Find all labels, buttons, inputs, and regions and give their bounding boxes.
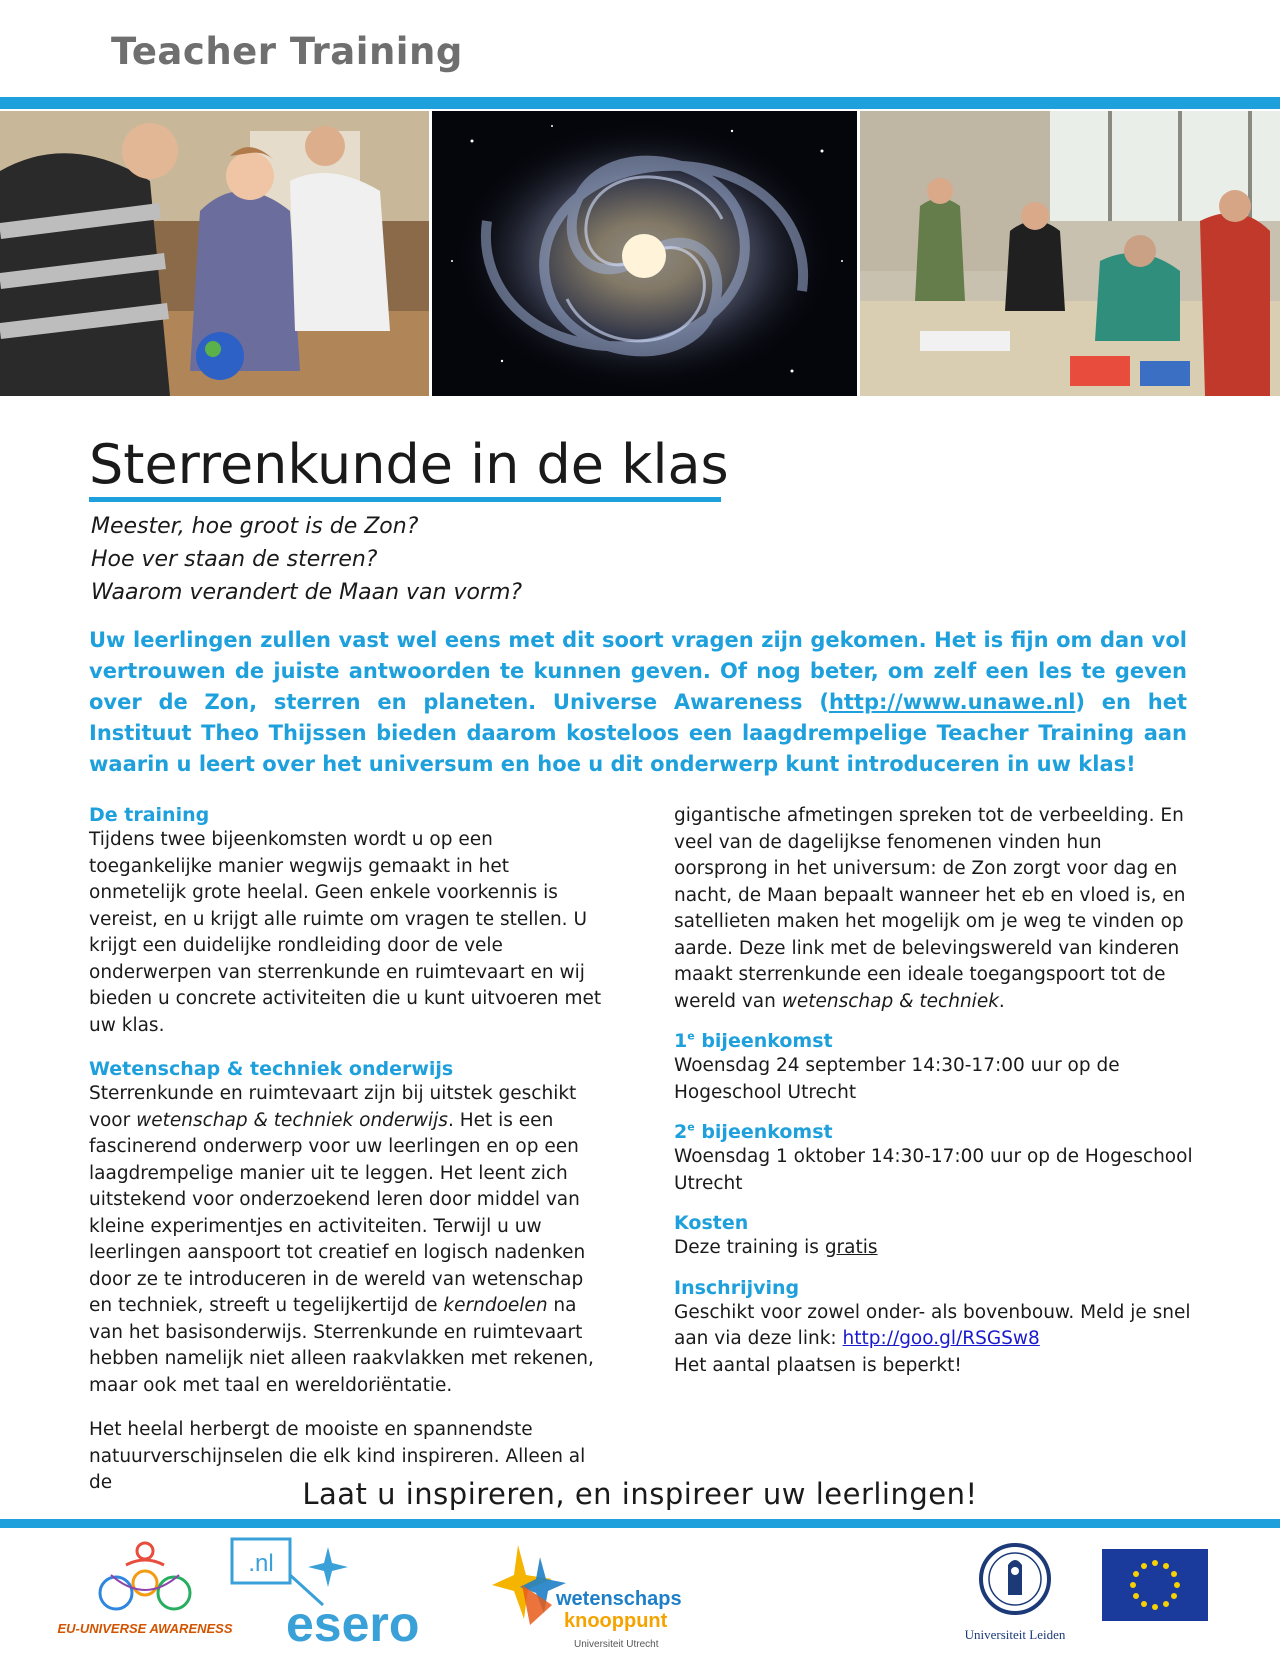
unawe-link[interactable]: http://www.unawe.nl [828,690,1076,714]
meeting-1-details: Woensdag 24 september 14:30-17:00 uur op de Hogeschool Utrecht [674,1055,1120,1103]
spiral-galaxy-photo [432,111,857,396]
free-label: gratis [824,1237,878,1258]
universe-text: Het heelal herbergt de mooiste en spannendste natuurverschijnselen die elk kind inspireren. Alleen al de [89,1419,586,1493]
question-line: Hoe ver staan de sterren? [91,547,378,572]
signup-heading: Inschrijving [674,1276,800,1299]
intro-text-continued: ) en het Instituut Theo Thijssen bieden daarom kosteloos een laagdrempelige Teacher Training aan waarin u leert over het universum en hoe u dit onderwerp kunt introduceren in uw klas! [89,690,1188,776]
signup-link[interactable]: http://goo.gl/RSGSw8 [842,1328,1040,1349]
signup-limited-text: Het aantal plaatsen is beperkt! [674,1354,962,1376]
unawe-logo-text: EU-UNIVERSE AWARENESS [57,1621,233,1636]
esero-text: esero [286,1596,420,1652]
science-technology-text: Sterrenkunde en ruimtevaart zijn bij uitstek geschikt voor wetenschap & techniek onderwijs. Het is een fascinerend onderwerp voor uw leerlingen en op een laagdrempelige manier uit te leggen. Het leent zich uitstekend voor onderzoekend leren door middel van kleine experimentjes en activiteiten. Terwijl u uw leerlingen aanspoort tot creatief en logisch nadenken door ze te introduceren in de wereld van wetenschap en techniek, streeft u tegelijkertijd de kerndoelen na van het basisonderwijs. Sterrenkunde en ruimtevaart hebben namelijk niet alleen raakvlakken met rekenen, maar ook met taal en wereldoriëntatie. [89,1083,594,1396]
science-technology-heading: Wetenschap & techniek onderwijs [89,1058,454,1080]
wk-line-1: wetenschaps [556,1588,682,1610]
page-title: Sterrenkunde in de klas [89,433,729,496]
costs-heading: Kosten [674,1212,749,1234]
classroom-workshop-photo [860,111,1280,396]
eu-flag-logo [1102,1549,1208,1621]
title-underline [89,497,721,502]
wetenschapsknooppunt-logo [490,1535,682,1653]
question-list [91,510,522,609]
question-line: Waarom verandert de Maan van vorm? [91,580,523,605]
wk-line-3: Universiteit Utrecht [574,1639,659,1650]
meeting-2-heading: 2e bijeenkomst [674,1120,833,1143]
meeting-2-details: Woensdag 1 oktober 14:30-17:00 uur op de Hogeschool Utrecht [674,1146,1193,1194]
wk-line-2: knooppunt [564,1610,668,1632]
intro-text: Uw leerlingen zullen vast wel eens met dit soort vragen zijn gekomen. Het is fijn om dan vol vertrouwen de juiste antwoorden te kunnen geven. Of nog beter, om zelf een les te geven over de Zon, sterren en planeten. Universe Awareness ( [89,628,1187,714]
eu-universe-awareness-logo [57,1535,233,1650]
costs-text: Deze training is gratis [674,1237,878,1258]
universe-text-continued: gigantische afmetingen spreken tot de verbeelding. En veel van de dagelijkse fenomenen vinden hun oorsprong in het universum: de Zon zorgt voor dag en nacht, de Maan bepaalt wanneer het eb en vloed is, en satellieten maken het mogelijk om je weg te vinden op aarde. Deze link met de belevingswereld van kinderen maakt sterrenkunde een ideale toegangspoort tot de wereld van wetenschap & techniek. [674,805,1186,1012]
page-header-title: Teacher Training [111,30,463,73]
header-divider [0,97,1280,109]
question-line: Meester, hoe groot is de Zon? [91,514,419,539]
universiteit-leiden-logo [950,1535,1080,1652]
esero-logo [228,1535,454,1652]
left-column [89,803,611,1497]
footer-slogan: Laat u inspireren, en inspireer uw leerlingen! [302,1477,978,1511]
right-column [674,803,1194,1379]
teacher-with-globe-photo [0,111,429,396]
footer-divider [0,1519,1280,1528]
meeting-1-heading: 1e bijeenkomst [674,1029,833,1052]
intro-paragraph [89,625,1187,780]
leiden-logo-text: Universiteit Leiden [964,1627,1066,1642]
signup-text: Geschikt voor zowel onder- als bovenbouw. Meld je snel aan via deze link: http://goo.gl/RSGSw8 [674,1301,1191,1349]
training-text: Tijdens twee bijeenkomsten wordt u op een toegankelijke manier wegwijs gemaakt in het onmetelijk grote heelal. Geen enkele voorkennis is vereist, en u krijgt alle ruimte om vragen te stellen. U krijgt een duidelijke rondleiding door de vele onderwerpen van sterrenkunde en ruimtevaart en wij bieden u concrete activiteiten die u kunt uitvoeren met uw klas. [89,829,602,1036]
esero-nl-text: .nl [248,1550,274,1577]
training-heading: De training [89,804,210,826]
